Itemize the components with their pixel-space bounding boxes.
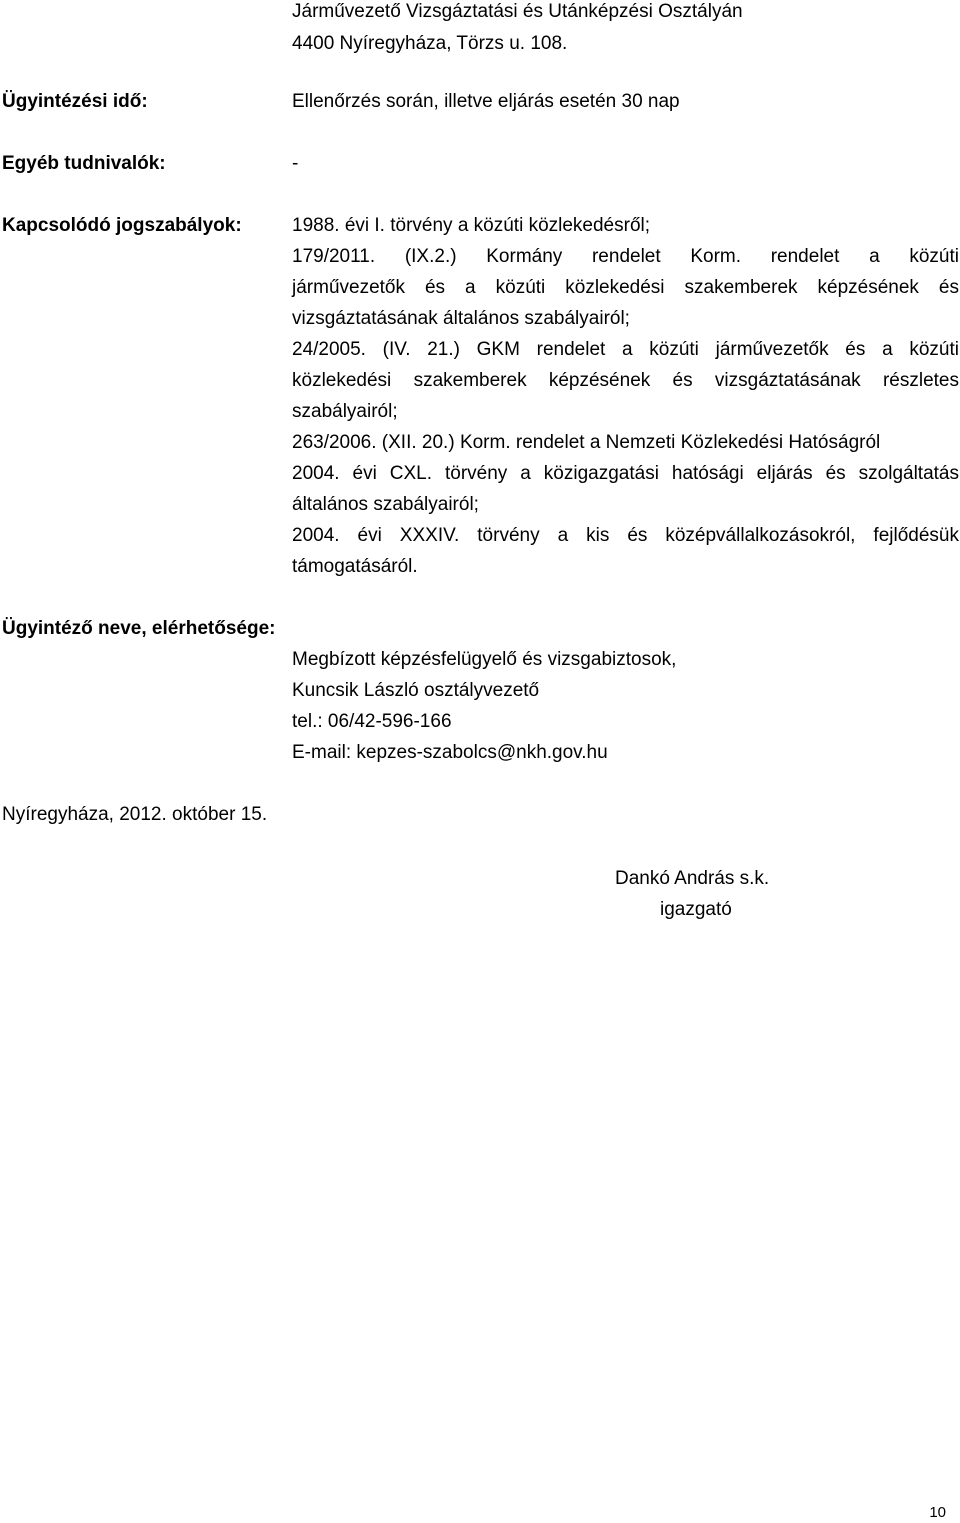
regulation-line: általános szabályairól; — [292, 494, 479, 515]
admin-time-value: Ellenőrzés során, illetve eljárás esetén 30 nap — [292, 91, 680, 112]
contact-label: Ügyintéző neve, elérhetősége: — [2, 618, 276, 639]
contact-email: E-mail: kepzes-szabolcs@nkh.gov.hu — [292, 742, 608, 763]
contact-phone: tel.: 06/42-596-166 — [292, 711, 452, 732]
regulation-line: járművezetők és a közúti közlekedési szakemberek képzésének és — [292, 277, 959, 298]
contact-line-2: Kuncsik László osztályvezető — [292, 680, 540, 701]
other-info-value: - — [292, 153, 299, 174]
admin-time-label: Ügyintézési idő: — [2, 91, 148, 112]
regulation-line: 1988. évi I. törvény a közúti közlekedésről; — [292, 215, 651, 236]
regulations-label: Kapcsolódó jogszabályok: — [2, 215, 242, 236]
signature-name: Dankó András s.k. — [615, 868, 770, 889]
date-place: Nyíregyháza, 2012. október 15. — [2, 804, 268, 825]
regulation-line: támogatásáról. — [292, 556, 418, 577]
regulation-line: 2004. évi CXL. törvény a közigazgatási hatósági eljárás és szolgáltatás — [292, 463, 959, 484]
regulation-line: vizsgáztatásának általános szabályairól; — [292, 308, 630, 329]
other-info-label: Egyéb tudnivalók: — [2, 153, 166, 174]
page-number: 10 — [929, 1504, 946, 1521]
signature-title: igazgató — [660, 899, 732, 920]
regulation-line: szabályairól; — [292, 401, 398, 422]
header-line-2: 4400 Nyíregyháza, Törzs u. 108. — [292, 33, 568, 54]
contact-line-1: Megbízott képzésfelügyelő és vizsgabiztosok, — [292, 649, 677, 670]
regulation-line: közlekedési szakemberek képzésének és vizsgáztatásának részletes — [292, 370, 959, 391]
header-line-1: Járművezető Vizsgáztatási és Utánképzési Osztályán — [292, 1, 743, 22]
regulation-line: 2004. évi XXXIV. törvény a kis és középvállalkozásokról, fejlődésük — [292, 525, 959, 546]
regulation-line: 179/2011. (IX.2.) Kormány rendelet Korm. rendelet a közúti — [292, 246, 959, 267]
regulation-line: 263/2006. (XII. 20.) Korm. rendelet a Nemzeti Közlekedési Hatóságról — [292, 432, 881, 453]
regulation-line: 24/2005. (IV. 21.) GKM rendelet a közúti járművezetők és a közúti — [292, 339, 959, 360]
